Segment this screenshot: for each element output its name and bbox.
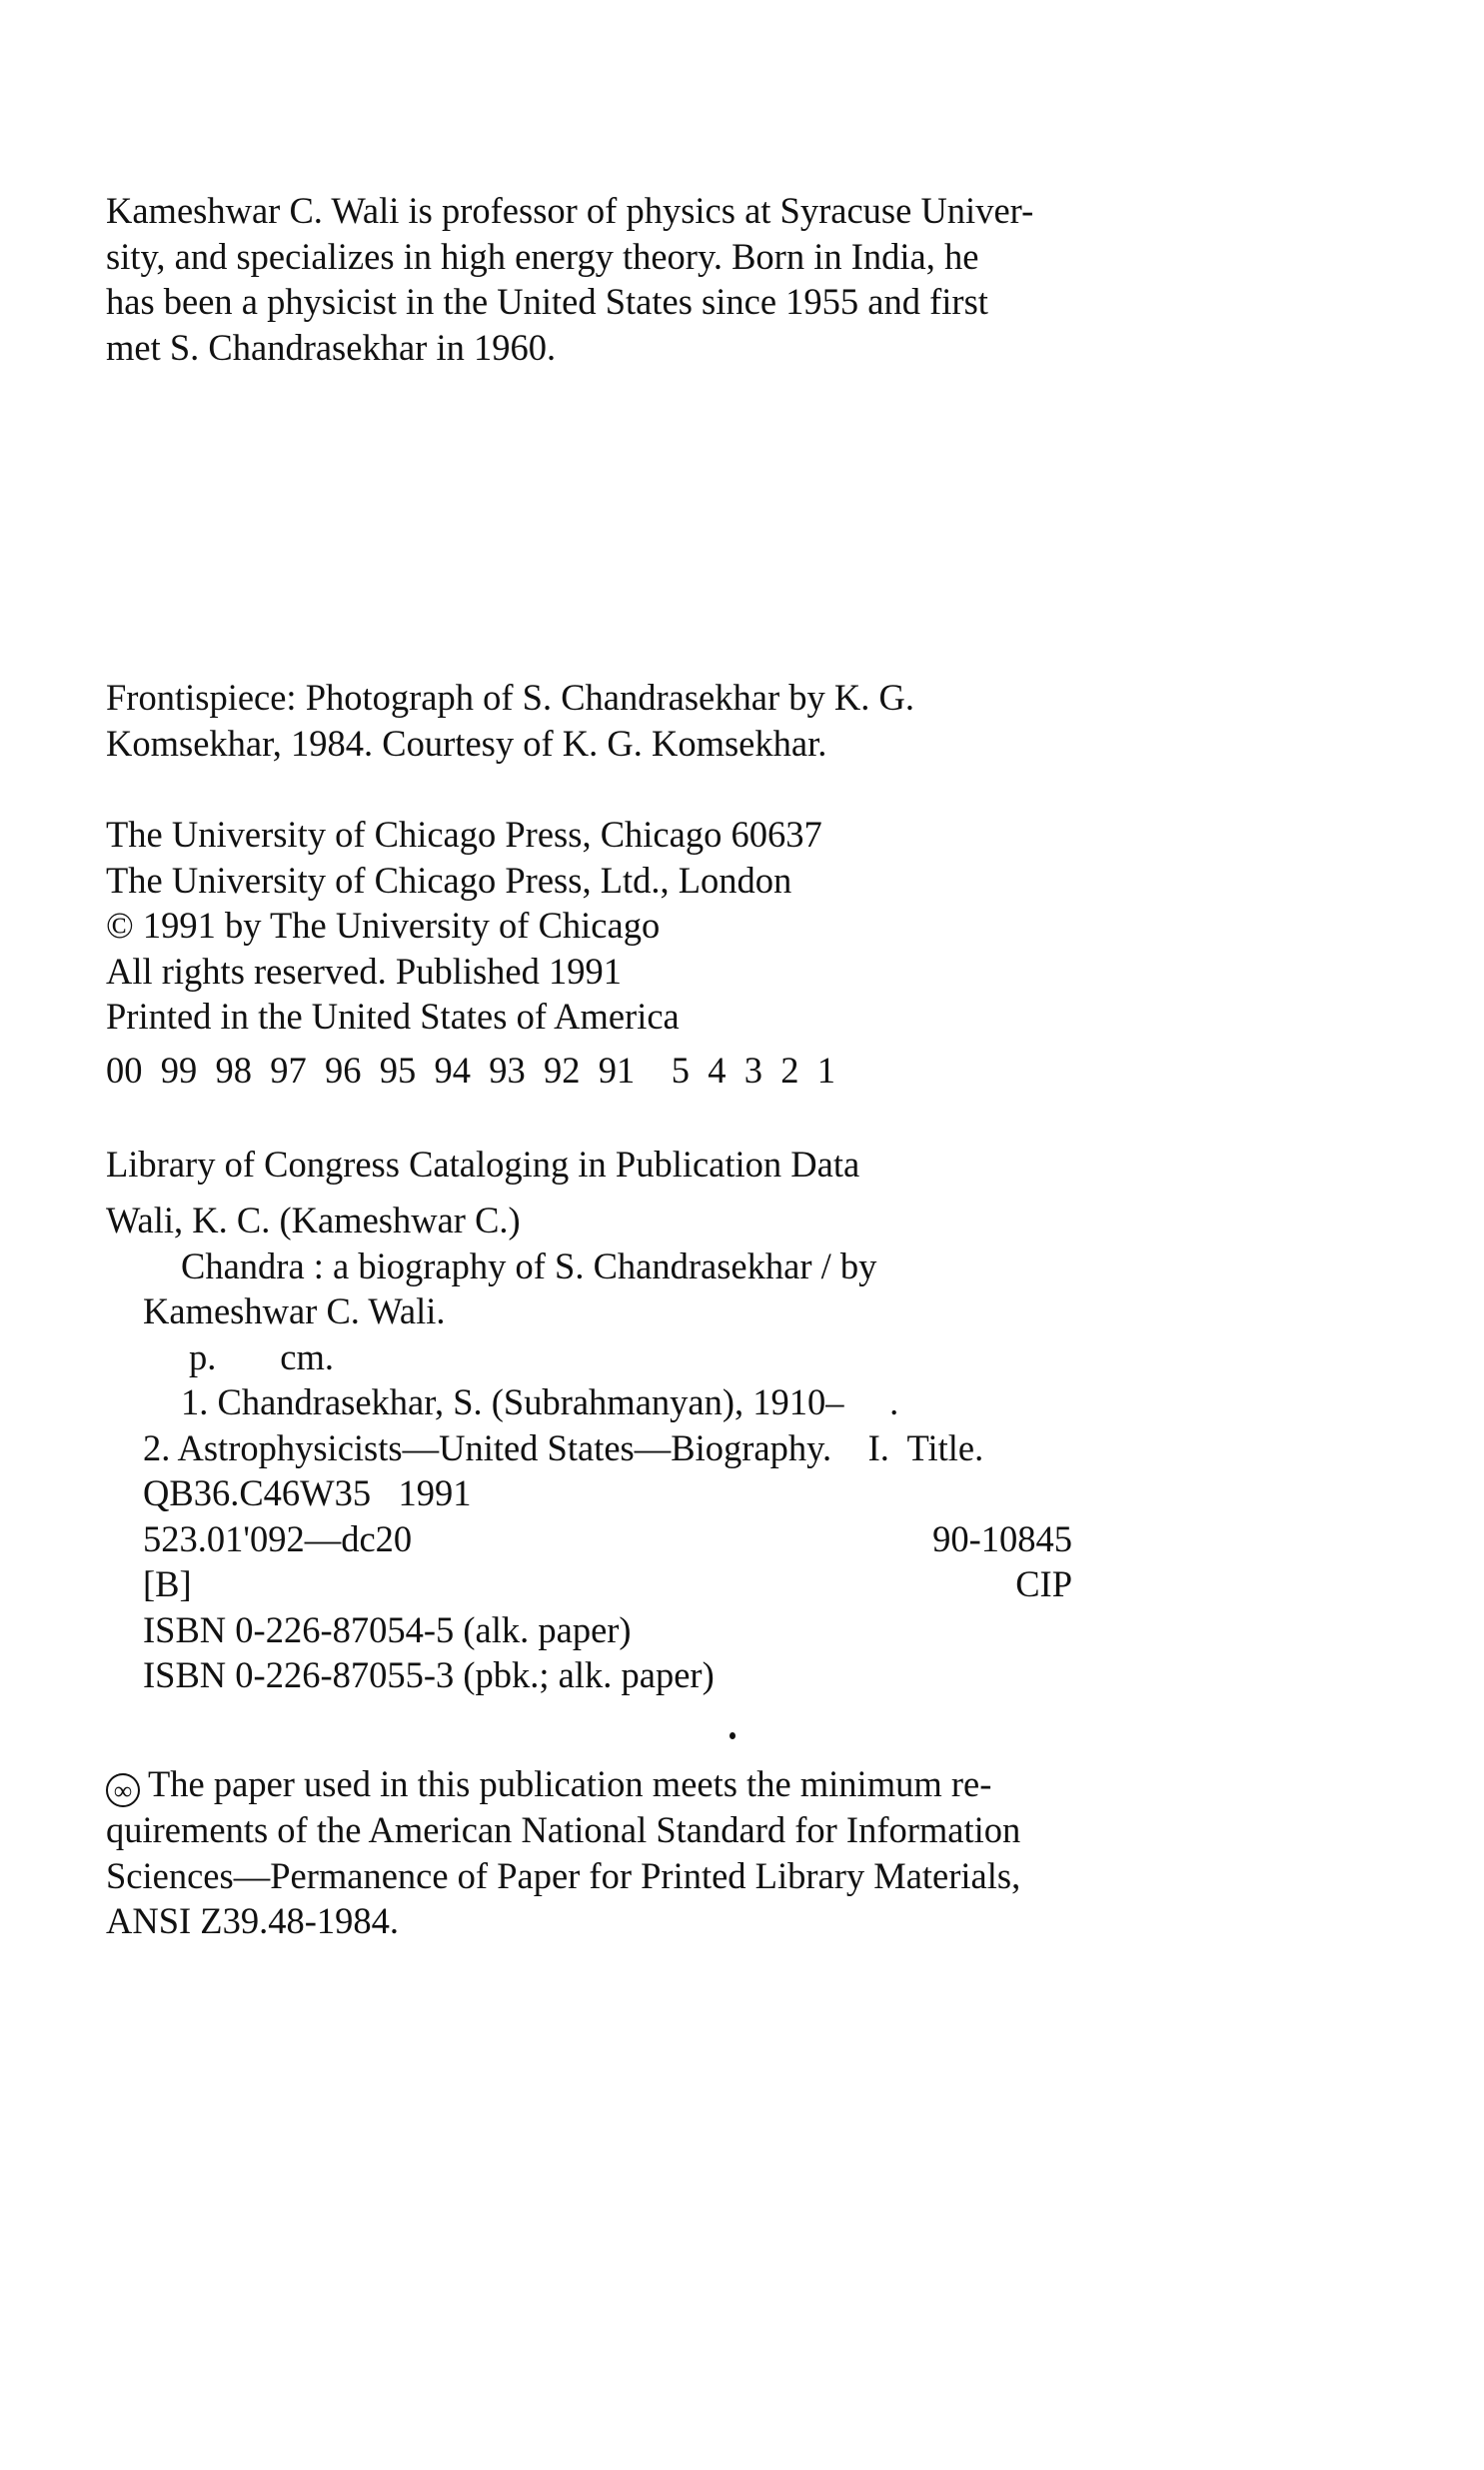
printing-history xyxy=(106,1048,835,1094)
author-bio xyxy=(106,188,1033,370)
cip-subject-2: 2. Astrophysicists—United States—Biography. I. Title. xyxy=(143,1426,984,1468)
cip-subject-1: 1. Chandrasekhar, S. (Subrahmanyan), 1910– . xyxy=(181,1381,899,1422)
cip-dewey: 523.01'092—dc20 xyxy=(143,1517,413,1559)
author-bio-line: has been a physicist in the United States since 1955 and first xyxy=(106,281,988,322)
paper-note-text: The paper used in this publication meets the minimum re- xyxy=(148,1763,992,1804)
paper-note-line xyxy=(106,1761,1085,1807)
cip-title: Chandra : a biography of S. Chandrasekhar / by xyxy=(181,1244,877,1286)
printing-numbers: 00 99 98 97 96 95 94 93 92 91 5 4 3 2 1 xyxy=(106,1050,835,1091)
cip-heading: Library of Congress Cataloging in Publication Data xyxy=(106,1144,860,1185)
publisher-line: The University of Chicago Press, Chicago 60637 xyxy=(106,814,822,855)
copyright-line: © 1991 by The University of Chicago xyxy=(106,905,661,946)
cip-pages: p. cm. xyxy=(189,1335,334,1377)
paper-permanence-note xyxy=(106,1761,1085,1944)
paper-note-line: Sciences—Permanence of Paper for Printed Library Materials, xyxy=(106,1854,1021,1896)
frontispiece-credit xyxy=(106,675,914,766)
author-bio-line: Kameshwar C. Wali is professor of physics at Syracuse Univer- xyxy=(106,190,1034,231)
stray-dot xyxy=(730,1732,736,1739)
paper-note-line: ANSI Z39.48-1984. xyxy=(106,1900,399,1941)
cip-isbn-2: ISBN 0-226-87055-3 (pbk.; alk. paper) xyxy=(143,1654,715,1695)
cip-isbn-1: ISBN 0-226-87054-5 (alk. paper) xyxy=(143,1608,632,1650)
paper-note-line: quirements of the American National Standard for Information xyxy=(106,1809,1021,1850)
author-bio-line: sity, and specializes in high energy theory. Born in India, he xyxy=(106,235,979,277)
author-bio-line: met S. Chandrasekhar in 1960. xyxy=(106,326,557,368)
cip-bracket-row xyxy=(106,1561,1072,1607)
cip-record xyxy=(106,1198,1072,1698)
frontispiece-line: Komsekhar, 1984. Courtesy of K. G. Komsekhar. xyxy=(106,722,827,764)
cip-heading-block xyxy=(106,1142,859,1188)
publisher-line: The University of Chicago Press, Ltd., London xyxy=(106,859,792,901)
cip-label: CIP xyxy=(1015,1563,1072,1604)
rights-line: All rights reserved. Published 1991 xyxy=(106,950,623,992)
publisher-info xyxy=(106,812,822,1040)
cip-dewey-row xyxy=(106,1516,1072,1562)
frontispiece-line: Frontispiece: Photograph of S. Chandrasekhar by K. G. xyxy=(106,677,914,718)
cip-bracket: [B] xyxy=(143,1563,192,1604)
infinity-circle-icon: ∞ xyxy=(106,1773,140,1807)
cip-lc-class: QB36.C46W35 1991 xyxy=(143,1472,472,1513)
printed-in-line: Printed in the United States of America xyxy=(106,996,680,1037)
cip-lccn: 90-10845 xyxy=(932,1517,1072,1559)
cip-author: Wali, K. C. (Kameshwar C.) xyxy=(106,1200,521,1240)
cip-title-cont: Kameshwar C. Wali. xyxy=(143,1290,446,1331)
